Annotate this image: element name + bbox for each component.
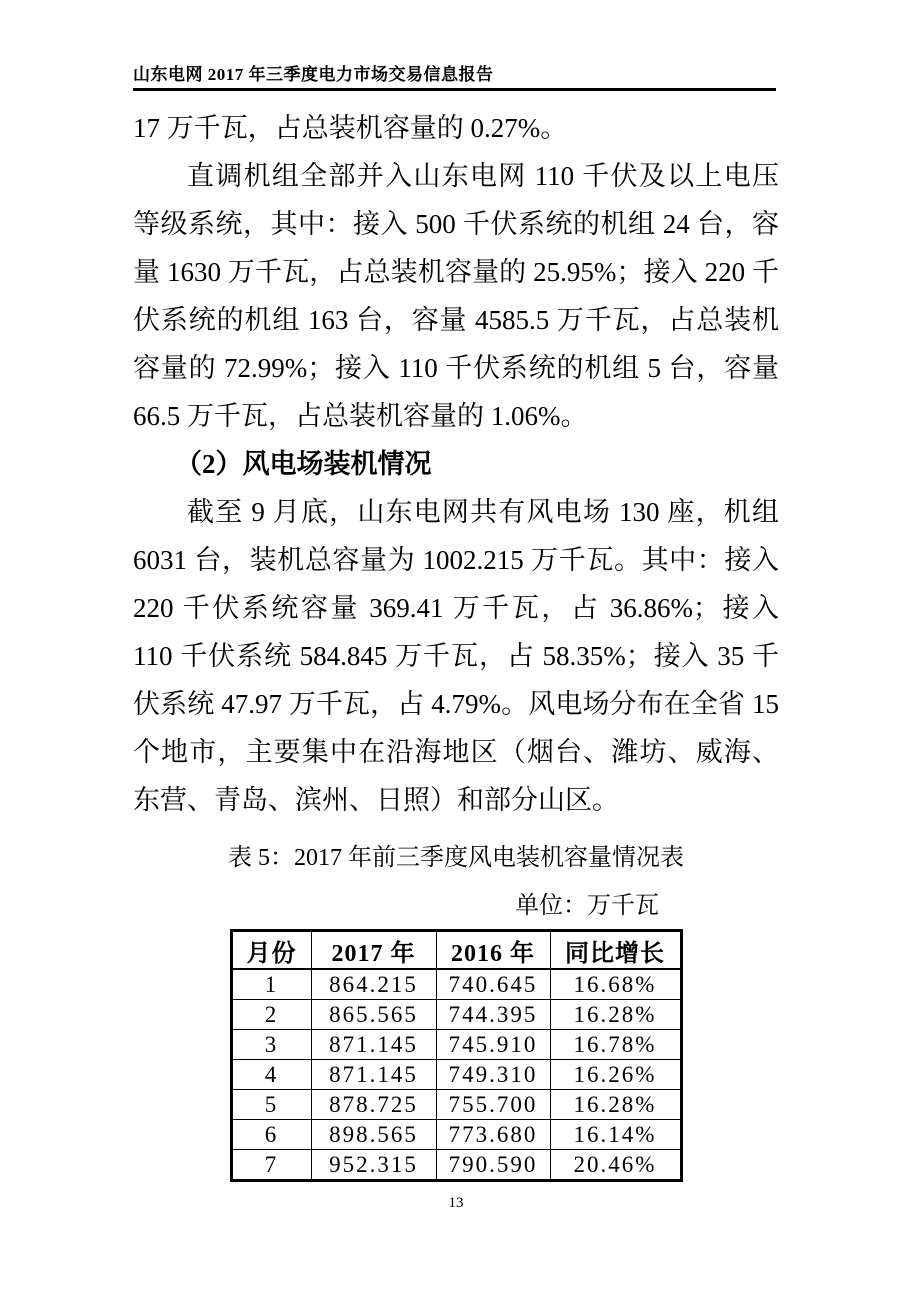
table-cell: 898.565 (311, 1120, 436, 1150)
table-cell: 16.14% (550, 1120, 681, 1150)
column-header-yoy-growth: 同比增长 (550, 931, 681, 970)
table-cell: 20.46% (550, 1150, 681, 1181)
table-cell: 16.68% (550, 969, 681, 1000)
column-header-2016: 2016 年 (436, 931, 550, 970)
table-cell: 952.315 (311, 1150, 436, 1181)
table-row (231, 1030, 681, 1060)
table-cell: 865.565 (311, 1000, 436, 1030)
table-cell: 3 (231, 1030, 311, 1060)
document-body (133, 104, 779, 1182)
table-cell: 2 (231, 1000, 311, 1030)
table-row (231, 1090, 681, 1120)
table-cell: 5 (231, 1090, 311, 1120)
table-cell: 16.26% (550, 1060, 681, 1090)
table-row (231, 1150, 681, 1181)
paragraph-direct-dispatch-units: 直调机组全部并入山东电网 110 千伏及以上电压等级系统，其中：接入 500 千伏系统的机组 24 台，容量 1630 万千瓦，占总装机容量的 25.95%；接入 220 千伏系统的机组 163 台，容量 4585.5 万千瓦，占总装机容量的 72.99%；接入 110 千伏系统的机组 5 台，容量 66.5 万千瓦，占总装机容量的 1.06%。 (133, 161, 779, 431)
table-cell: 16.78% (550, 1030, 681, 1060)
column-header-month: 月份 (231, 931, 311, 970)
table-header-row (231, 931, 681, 970)
section-heading-wind-farm-installation: （2）风电场装机情况 (175, 449, 432, 479)
table-cell: 745.910 (436, 1030, 550, 1060)
table-cell: 871.145 (311, 1030, 436, 1060)
table-cell: 740.645 (436, 969, 550, 1000)
table-cell: 871.145 (311, 1060, 436, 1090)
table-cell: 6 (231, 1120, 311, 1150)
table-cell: 773.680 (436, 1120, 550, 1150)
table-cell: 744.395 (436, 1000, 550, 1030)
table-cell: 4 (231, 1060, 311, 1090)
page-number: 13 (448, 1195, 464, 1211)
table-cell: 7 (231, 1150, 311, 1181)
wind-capacity-table (230, 929, 683, 1182)
table-cell: 16.28% (550, 1000, 681, 1030)
paragraph-total-capacity-continuation: 17 万千瓦，占总装机容量的 0.27%。 (133, 113, 568, 143)
table-row (231, 1060, 681, 1090)
table-row (231, 1000, 681, 1030)
table-caption: 表 5：2017 年前三季度风电装机容量情况表 (228, 845, 684, 871)
header-rule (133, 88, 776, 91)
table-row (231, 969, 681, 1000)
table-body (231, 969, 681, 1181)
table-row (231, 1120, 681, 1150)
column-header-2017: 2017 年 (311, 931, 436, 970)
table-cell: 1 (231, 969, 311, 1000)
table-cell: 755.700 (436, 1090, 550, 1120)
table-cell: 16.28% (550, 1090, 681, 1120)
table-cell: 749.310 (436, 1060, 550, 1090)
table-cell: 864.215 (311, 969, 436, 1000)
table-cell: 790.590 (436, 1150, 550, 1181)
running-header-title: 山东电网 2017 年三季度电力市场交易信息报告 (133, 65, 494, 84)
table-cell: 878.725 (311, 1090, 436, 1120)
table-unit-label: 单位：万千瓦 (515, 893, 659, 919)
paragraph-wind-farm-details: 截至 9 月底，山东电网共有风电场 130 座，机组 6031 台，装机总容量为 1002.215 万千瓦。其中：接入 220 千伏系统容量 369.41 万千瓦，占 36.86%；接入 110 千伏系统 584.845 万千瓦，占 58.35%；接入 35 千伏系统 47.97 万千瓦，占 4.79%。风电场分布在全省 15 个地市，主要集中在沿海地区（烟台、潍坊、威海、东营、青岛、滨州、日照）和部分山区。 (133, 497, 779, 815)
